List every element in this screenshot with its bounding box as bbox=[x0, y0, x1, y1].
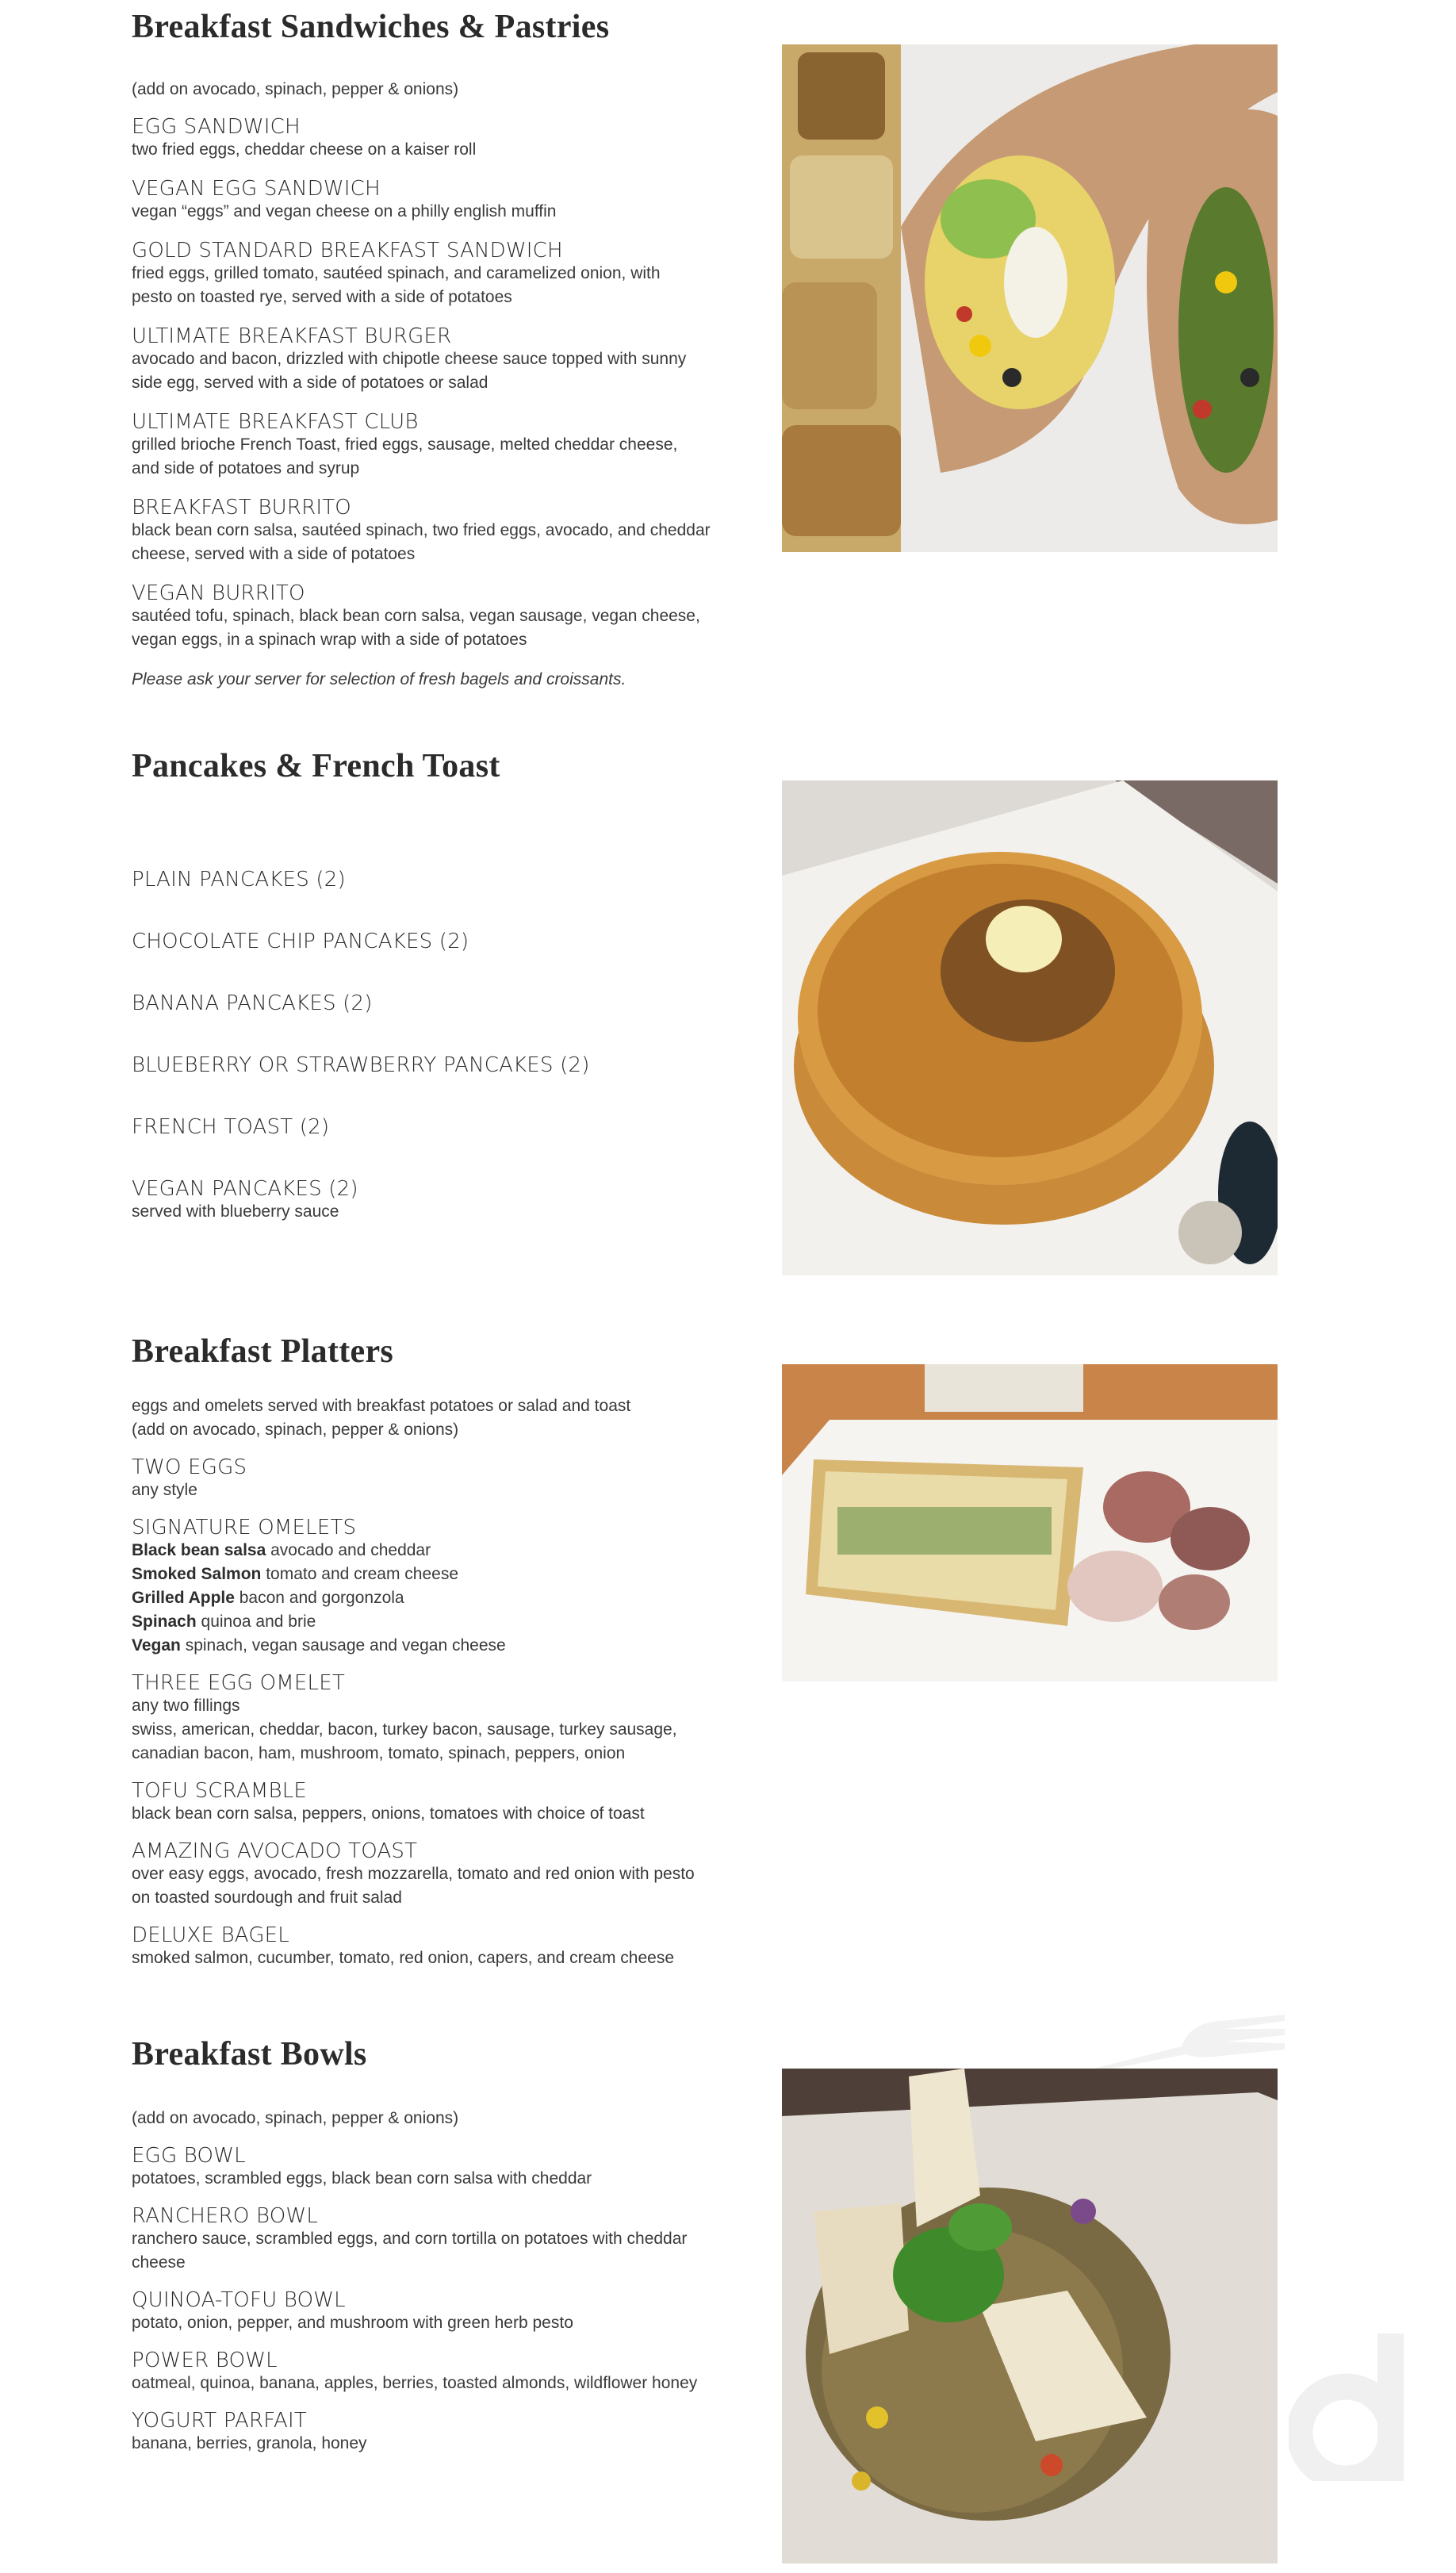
item-name: AMAZING AVOCADO TOAST bbox=[132, 1839, 418, 1863]
item-desc: sautéed tofu, spinach, black bean corn salsa, vegan sausage, vegan cheese, bbox=[132, 607, 700, 625]
option-text: bacon and gorgonzola bbox=[234, 1589, 404, 1607]
add-on-note: (add on avocado, spinach, pepper & onions) bbox=[132, 1421, 459, 1439]
item-name: YOGURT PARFAIT bbox=[132, 2409, 307, 2433]
menu-item bbox=[132, 1456, 734, 1502]
pancakes-photo bbox=[782, 780, 1278, 1275]
section-breakfast-platters bbox=[132, 1333, 734, 1970]
option-name: Grilled Apple bbox=[132, 1589, 235, 1607]
item-name: CHOCOLATE CHIP PANCAKES (2) bbox=[132, 930, 469, 953]
item-desc: over easy eggs, avocado, fresh mozzarella, tomato and red onion with pesto bbox=[132, 1865, 695, 1883]
omelet-option bbox=[132, 1634, 734, 1658]
item-desc: oatmeal, quinoa, banana, apples, berries, toasted almonds, wildflower honey bbox=[132, 2374, 698, 2392]
add-on-note: (add on avocado, spinach, pepper & onions) bbox=[132, 2109, 459, 2127]
item-name: DELUXE BAGEL bbox=[132, 1923, 289, 1947]
platter-note: eggs and omelets served with breakfast potatoes or salad and toast bbox=[132, 1397, 631, 1415]
menu-item bbox=[132, 869, 734, 891]
item-desc: pesto on toasted rye, served with a side of potatoes bbox=[132, 288, 512, 306]
omelet-option bbox=[132, 1563, 734, 1586]
item-desc: black bean corn salsa, peppers, onions, tomatoes with choice of toast bbox=[132, 1804, 645, 1823]
menu-item bbox=[132, 178, 734, 224]
item-desc: cheese, served with a side of potatoes bbox=[132, 545, 416, 563]
bagels-note: Please ask your server for selection of fresh bagels and croissants. bbox=[132, 670, 626, 688]
menu-item bbox=[132, 2410, 734, 2456]
item-desc: grilled brioche French Toast, fried eggs, sausage, melted cheddar cheese, bbox=[132, 435, 678, 454]
menu-item bbox=[132, 1924, 734, 1970]
option-name: Smoked Salmon bbox=[132, 1565, 262, 1583]
item-desc: swiss, american, cheddar, bacon, turkey bacon, sausage, turkey sausage, bbox=[132, 1720, 677, 1739]
item-desc: and side of potatoes and syrup bbox=[132, 459, 360, 477]
item-desc: any two fillings bbox=[132, 1697, 240, 1715]
quiche-photo bbox=[782, 1364, 1278, 1681]
item-name: VEGAN EGG SANDWICH bbox=[132, 177, 381, 201]
item-name: BLUEBERRY OR STRAWBERRY PANCAKES (2) bbox=[132, 1053, 590, 1077]
menu-item bbox=[132, 1116, 734, 1138]
menu-item bbox=[132, 1780, 734, 1826]
section-pancakes bbox=[132, 747, 734, 1224]
item-desc: vegan eggs, in a spinach wrap with a side of potatoes bbox=[132, 631, 527, 649]
item-desc: fried eggs, grilled tomato, sautéed spinach, and caramelized onion, with bbox=[132, 264, 661, 282]
item-name: TWO EGGS bbox=[132, 1455, 247, 1479]
omelet-option bbox=[132, 1586, 734, 1610]
item-name: EGG SANDWICH bbox=[132, 115, 301, 139]
item-desc: side egg, served with a side of potatoes or salad bbox=[132, 374, 489, 392]
section-title: Breakfast Sandwiches & Pastries bbox=[132, 9, 610, 45]
item-desc: smoked salmon, cucumber, tomato, red onion, capers, and cream cheese bbox=[132, 1949, 675, 1967]
item-desc: avocado and bacon, drizzled with chipotle cheese sauce topped with sunny bbox=[132, 350, 687, 368]
section-breakfast-bowls bbox=[132, 2035, 734, 2456]
item-desc: on toasted sourdough and fruit salad bbox=[132, 1889, 402, 1907]
menu-item bbox=[132, 2349, 734, 2395]
item-desc: banana, berries, granola, honey bbox=[132, 2434, 367, 2452]
watermark-letter-d bbox=[1289, 2333, 1404, 2481]
option-name: Spinach bbox=[132, 1612, 197, 1631]
item-name: VEGAN BURRITO bbox=[132, 581, 305, 605]
item-name: RANCHERO BOWL bbox=[132, 2204, 319, 2228]
item-name: VEGAN PANCAKES (2) bbox=[132, 1177, 358, 1201]
burrito-photo bbox=[782, 44, 1278, 552]
item-desc: two fried eggs, cheddar cheese on a kaiser roll bbox=[132, 140, 477, 159]
item-name: BANANA PANCAKES (2) bbox=[132, 991, 373, 1015]
option-text: avocado and cheddar bbox=[266, 1541, 431, 1559]
menu-item bbox=[132, 411, 734, 481]
item-name: TOFU SCRAMBLE bbox=[132, 1779, 308, 1803]
add-on-note: (add on avocado, spinach, pepper & onions) bbox=[132, 80, 459, 98]
menu-item bbox=[132, 2289, 734, 2335]
bowl-photo bbox=[782, 2069, 1278, 2563]
option-text: spinach, vegan sausage and vegan cheese bbox=[180, 1636, 506, 1655]
menu-item bbox=[132, 582, 734, 652]
section-breakfast-sandwiches bbox=[132, 8, 734, 692]
item-name: ULTIMATE BREAKFAST BURGER bbox=[132, 324, 452, 348]
item-name: SIGNATURE OMELETS bbox=[132, 1516, 357, 1540]
item-name: ULTIMATE BREAKFAST CLUB bbox=[132, 410, 419, 434]
menu-item bbox=[132, 325, 734, 395]
item-name: EGG BOWL bbox=[132, 2144, 246, 2168]
section-title: Breakfast Bowls bbox=[132, 2036, 367, 2073]
item-name: FRENCH TOAST (2) bbox=[132, 1115, 330, 1139]
item-name: QUINOA-TOFU BOWL bbox=[132, 2288, 346, 2312]
menu-item bbox=[132, 240, 734, 309]
section-title: Pancakes & French Toast bbox=[132, 748, 500, 784]
item-name: GOLD STANDARD BREAKFAST SANDWICH bbox=[132, 239, 563, 263]
menu-item bbox=[132, 930, 734, 953]
menu-item bbox=[132, 1054, 734, 1076]
section-title: Breakfast Platters bbox=[132, 1333, 394, 1370]
item-desc: any style bbox=[132, 1481, 197, 1499]
omelet-option bbox=[132, 1610, 734, 1634]
item-desc: vegan “eggs” and vegan cheese on a philly english muffin bbox=[132, 202, 557, 220]
menu-item bbox=[132, 2145, 734, 2191]
option-name: Vegan bbox=[132, 1636, 181, 1655]
item-name: PLAIN PANCAKES (2) bbox=[132, 868, 346, 892]
item-desc: black bean corn salsa, sautéed spinach, two fried eggs, avocado, and cheddar bbox=[132, 521, 711, 539]
menu-item bbox=[132, 497, 734, 566]
item-name: THREE EGG OMELET bbox=[132, 1671, 345, 1695]
menu-item bbox=[132, 116, 734, 162]
option-name: Black bean salsa bbox=[132, 1541, 266, 1559]
item-desc: canadian bacon, ham, mushroom, tomato, spinach, peppers, onion bbox=[132, 1744, 626, 1762]
item-desc: potatoes, scrambled eggs, black bean corn salsa with cheddar bbox=[132, 2169, 592, 2188]
option-text: tomato and cream cheese bbox=[261, 1565, 459, 1583]
item-desc: cheese bbox=[132, 2253, 186, 2272]
item-name: BREAKFAST BURRITO bbox=[132, 496, 351, 520]
menu-item bbox=[132, 1178, 734, 1224]
menu-item bbox=[132, 2205, 734, 2275]
menu-item bbox=[132, 1840, 734, 1910]
item-desc: ranchero sauce, scrambled eggs, and corn tortilla on potatoes with cheddar bbox=[132, 2230, 688, 2248]
menu-item bbox=[132, 1672, 734, 1766]
omelet-option bbox=[132, 1539, 734, 1563]
menu-item bbox=[132, 1517, 734, 1658]
item-name: POWER BOWL bbox=[132, 2349, 278, 2372]
item-desc: potato, onion, pepper, and mushroom with green herb pesto bbox=[132, 2314, 573, 2332]
option-text: quinoa and brie bbox=[196, 1612, 316, 1631]
menu-item bbox=[132, 992, 734, 1014]
item-desc: served with blueberry sauce bbox=[132, 1202, 339, 1221]
